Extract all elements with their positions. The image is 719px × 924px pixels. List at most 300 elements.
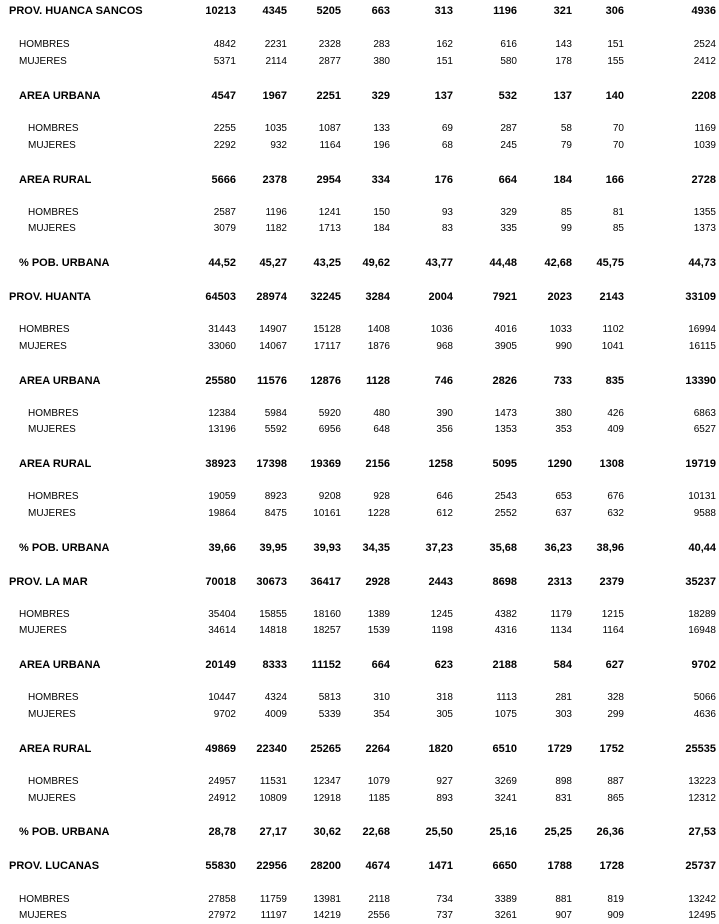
- value-cell: 25737: [685, 860, 716, 872]
- value-cell: 49,62: [362, 257, 390, 269]
- value-cell: 14067: [259, 341, 287, 352]
- value-cell: 45,27: [259, 257, 287, 269]
- value-cell: 15855: [259, 609, 287, 620]
- table-row: [0, 122, 719, 136]
- value-cell: 733: [553, 375, 572, 387]
- table-row: [0, 173, 719, 187]
- value-cell: 5371: [213, 56, 236, 67]
- value-cell: 26,36: [596, 826, 624, 838]
- value-cell: 14219: [313, 910, 341, 921]
- value-cell: 5920: [318, 408, 341, 419]
- row-label: PROV. LUCANAS: [9, 860, 100, 872]
- value-cell: 354: [373, 709, 390, 720]
- value-cell: 2251: [316, 90, 341, 102]
- value-cell: 36,23: [544, 542, 572, 554]
- value-cell: 3284: [365, 291, 390, 303]
- value-cell: 968: [436, 341, 453, 352]
- value-cell: 3079: [213, 223, 236, 234]
- row-label: AREA RURAL: [19, 174, 92, 186]
- value-cell: 22340: [256, 743, 287, 755]
- value-cell: 1353: [494, 424, 517, 435]
- table-row: [0, 323, 719, 337]
- value-cell: 18257: [313, 625, 341, 636]
- value-cell: 151: [436, 56, 453, 67]
- value-cell: 137: [553, 90, 572, 102]
- value-cell: 12312: [688, 793, 716, 804]
- value-cell: 623: [434, 659, 453, 671]
- row-label: HOMBRES: [28, 491, 79, 502]
- value-cell: 85: [560, 207, 572, 218]
- value-cell: 737: [436, 910, 453, 921]
- row-label: MUJERES: [28, 508, 76, 519]
- value-cell: 746: [434, 375, 453, 387]
- value-cell: 13981: [313, 894, 341, 905]
- value-cell: 676: [607, 491, 624, 502]
- value-cell: 4324: [264, 692, 287, 703]
- value-cell: 663: [371, 5, 390, 17]
- table-row: [0, 909, 719, 923]
- row-label: MUJERES: [28, 709, 76, 720]
- value-cell: 1820: [428, 743, 453, 755]
- table-row: [0, 624, 719, 638]
- value-cell: 68: [441, 140, 453, 151]
- value-cell: 4936: [691, 5, 716, 17]
- value-cell: 4636: [693, 709, 716, 720]
- value-cell: 299: [607, 709, 624, 720]
- value-cell: 17398: [256, 458, 287, 470]
- value-cell: 627: [605, 659, 624, 671]
- value-cell: 616: [500, 39, 517, 50]
- value-cell: 5205: [316, 5, 341, 17]
- value-cell: 356: [436, 424, 453, 435]
- value-cell: 2208: [691, 90, 716, 102]
- value-cell: 2231: [264, 39, 287, 50]
- value-cell: 734: [436, 894, 453, 905]
- value-cell: 2114: [265, 56, 287, 67]
- value-cell: 25,50: [425, 826, 453, 838]
- value-cell: 43,25: [313, 257, 341, 269]
- value-cell: 653: [555, 491, 572, 502]
- table-row: [0, 825, 719, 839]
- row-label: % POB. URBANA: [19, 826, 110, 838]
- value-cell: 907: [555, 910, 572, 921]
- value-cell: 28974: [256, 291, 287, 303]
- value-cell: 2587: [213, 207, 236, 218]
- value-cell: 927: [436, 776, 453, 787]
- value-cell: 184: [553, 174, 572, 186]
- value-cell: 6510: [492, 743, 517, 755]
- value-cell: 1729: [547, 743, 572, 755]
- value-cell: 1290: [547, 458, 572, 470]
- value-cell: 909: [607, 910, 624, 921]
- value-cell: 2928: [365, 576, 390, 588]
- value-cell: 58: [560, 123, 572, 134]
- value-cell: 12384: [208, 408, 236, 419]
- value-cell: 4547: [211, 90, 236, 102]
- value-cell: 2556: [367, 910, 390, 921]
- value-cell: 648: [373, 424, 390, 435]
- value-cell: 43,77: [425, 257, 453, 269]
- row-label: HOMBRES: [28, 692, 79, 703]
- value-cell: 584: [553, 659, 572, 671]
- value-cell: 835: [605, 375, 624, 387]
- value-cell: 2877: [318, 56, 341, 67]
- value-cell: 9702: [213, 709, 236, 720]
- value-cell: 646: [436, 491, 453, 502]
- table-row: [0, 893, 719, 907]
- value-cell: 2264: [365, 743, 390, 755]
- value-cell: 69: [441, 123, 453, 134]
- value-cell: 39,66: [208, 542, 236, 554]
- value-cell: 1198: [431, 625, 453, 636]
- value-cell: 1128: [366, 375, 390, 387]
- value-cell: 2328: [318, 39, 341, 50]
- value-cell: 380: [555, 408, 572, 419]
- value-cell: 10809: [259, 793, 287, 804]
- value-cell: 5813: [318, 692, 341, 703]
- value-cell: 4674: [365, 860, 390, 872]
- row-label: MUJERES: [28, 793, 76, 804]
- value-cell: 27858: [208, 894, 236, 905]
- value-cell: 12918: [313, 793, 341, 804]
- value-cell: 6956: [318, 424, 341, 435]
- value-cell: 20149: [205, 659, 236, 671]
- row-label: HOMBRES: [28, 123, 79, 134]
- value-cell: 5592: [264, 424, 287, 435]
- value-cell: 85: [612, 223, 624, 234]
- value-cell: 2412: [693, 56, 716, 67]
- value-cell: 25,16: [489, 826, 517, 838]
- value-cell: 1308: [599, 458, 624, 470]
- value-cell: 2379: [599, 576, 624, 588]
- value-cell: 664: [498, 174, 517, 186]
- value-cell: 10447: [208, 692, 236, 703]
- value-cell: 3241: [494, 793, 517, 804]
- value-cell: 1408: [367, 324, 390, 335]
- value-cell: 329: [371, 90, 390, 102]
- value-cell: 40,44: [688, 542, 716, 554]
- table-row: [0, 575, 719, 589]
- value-cell: 19369: [310, 458, 341, 470]
- value-cell: 44,52: [208, 257, 236, 269]
- value-cell: 39,95: [259, 542, 287, 554]
- value-cell: 11531: [259, 776, 287, 787]
- value-cell: 28200: [310, 860, 341, 872]
- value-cell: 93: [441, 207, 453, 218]
- value-cell: 1713: [318, 223, 341, 234]
- table-row: [0, 658, 719, 672]
- value-cell: 664: [371, 659, 390, 671]
- table-row: [0, 457, 719, 471]
- value-cell: 16948: [688, 625, 716, 636]
- value-cell: 15128: [313, 324, 341, 335]
- value-cell: 25265: [310, 743, 341, 755]
- value-cell: 2443: [428, 576, 453, 588]
- row-label: PROV. LA MAR: [9, 576, 88, 588]
- value-cell: 81: [612, 207, 624, 218]
- value-cell: 1539: [367, 625, 390, 636]
- value-cell: 9208: [318, 491, 341, 502]
- value-cell: 6527: [693, 424, 716, 435]
- value-cell: 12495: [688, 910, 716, 921]
- value-cell: 1196: [493, 5, 517, 17]
- value-cell: 313: [434, 5, 453, 17]
- value-cell: 184: [373, 223, 390, 234]
- value-cell: 10213: [205, 5, 236, 17]
- value-cell: 5095: [492, 458, 517, 470]
- value-cell: 306: [605, 5, 624, 17]
- value-cell: 2826: [492, 375, 517, 387]
- value-cell: 881: [555, 894, 572, 905]
- value-cell: 409: [607, 424, 624, 435]
- value-cell: 321: [553, 5, 572, 17]
- value-cell: 1113: [496, 692, 517, 703]
- value-cell: 27,17: [259, 826, 287, 838]
- value-cell: 27972: [208, 910, 236, 921]
- value-cell: 28,78: [208, 826, 236, 838]
- value-cell: 14907: [259, 324, 287, 335]
- value-cell: 990: [555, 341, 572, 352]
- value-cell: 328: [607, 692, 624, 703]
- value-cell: 390: [436, 408, 453, 419]
- table-row: [0, 290, 719, 304]
- value-cell: 38,96: [596, 542, 624, 554]
- value-cell: 8698: [492, 576, 517, 588]
- value-cell: 1039: [693, 140, 716, 151]
- value-cell: 12876: [310, 375, 341, 387]
- value-cell: 1164: [319, 140, 341, 151]
- row-label: HOMBRES: [28, 408, 79, 419]
- value-cell: 1245: [430, 609, 453, 620]
- value-cell: 10131: [688, 491, 716, 502]
- value-cell: 1179: [550, 609, 572, 620]
- value-cell: 2552: [494, 508, 517, 519]
- value-cell: 178: [555, 56, 572, 67]
- value-cell: 1752: [599, 743, 624, 755]
- value-cell: 287: [500, 123, 517, 134]
- value-cell: 10161: [313, 508, 341, 519]
- value-cell: 16994: [688, 324, 716, 335]
- value-cell: 426: [607, 408, 624, 419]
- value-cell: 35,68: [489, 542, 517, 554]
- row-label: AREA URBANA: [19, 659, 101, 671]
- table-row: [0, 340, 719, 354]
- value-cell: 19719: [685, 458, 716, 470]
- row-label: PROV. HUANCA SANCOS: [9, 5, 143, 17]
- table-row: [0, 55, 719, 69]
- value-cell: 11576: [257, 375, 287, 387]
- value-cell: 318: [436, 692, 453, 703]
- value-cell: 18289: [688, 609, 716, 620]
- value-cell: 8475: [264, 508, 287, 519]
- row-label: MUJERES: [19, 341, 67, 352]
- row-label: AREA RURAL: [19, 743, 92, 755]
- value-cell: 143: [555, 39, 572, 50]
- value-cell: 8333: [262, 659, 287, 671]
- table-row: [0, 775, 719, 789]
- value-cell: 4382: [494, 609, 517, 620]
- table-row: [0, 139, 719, 153]
- value-cell: 24912: [208, 793, 236, 804]
- value-cell: 1182: [265, 223, 287, 234]
- table-row: [0, 206, 719, 220]
- value-cell: 2118: [368, 894, 390, 905]
- value-cell: 4345: [262, 5, 287, 17]
- value-cell: 3261: [494, 910, 517, 921]
- value-cell: 4842: [213, 39, 236, 50]
- value-cell: 137: [434, 90, 453, 102]
- value-cell: 2156: [365, 458, 390, 470]
- value-cell: 44,73: [688, 257, 716, 269]
- value-cell: 1079: [367, 776, 390, 787]
- value-cell: 70: [612, 123, 624, 134]
- value-cell: 34,35: [362, 542, 390, 554]
- table-row: [0, 608, 719, 622]
- value-cell: 380: [373, 56, 390, 67]
- value-cell: 2378: [262, 174, 287, 186]
- value-cell: 2023: [547, 291, 572, 303]
- value-cell: 1471: [428, 860, 453, 872]
- row-label: HOMBRES: [28, 207, 79, 218]
- value-cell: 36417: [310, 576, 341, 588]
- value-cell: 18160: [313, 609, 341, 620]
- value-cell: 38923: [205, 458, 236, 470]
- value-cell: 1164: [602, 625, 624, 636]
- row-label: AREA URBANA: [19, 90, 101, 102]
- value-cell: 14818: [259, 625, 287, 636]
- value-cell: 303: [555, 709, 572, 720]
- value-cell: 32245: [310, 291, 341, 303]
- value-cell: 3905: [494, 341, 517, 352]
- value-cell: 329: [500, 207, 517, 218]
- value-cell: 1473: [494, 408, 517, 419]
- value-cell: 283: [373, 39, 390, 50]
- value-cell: 64503: [205, 291, 236, 303]
- row-label: HOMBRES: [19, 894, 70, 905]
- value-cell: 1876: [367, 341, 390, 352]
- value-cell: 1373: [693, 223, 716, 234]
- row-label: MUJERES: [28, 424, 76, 435]
- value-cell: 22,68: [362, 826, 390, 838]
- value-cell: 1196: [265, 207, 287, 218]
- value-cell: 1134: [550, 625, 572, 636]
- value-cell: 893: [436, 793, 453, 804]
- value-cell: 151: [607, 39, 624, 50]
- table-row: [0, 742, 719, 756]
- value-cell: 353: [555, 424, 572, 435]
- value-cell: 281: [555, 692, 572, 703]
- value-cell: 1036: [430, 324, 453, 335]
- value-cell: 335: [500, 223, 517, 234]
- value-cell: 33060: [208, 341, 236, 352]
- table-row: [0, 374, 719, 388]
- value-cell: 1087: [318, 123, 341, 134]
- value-cell: 480: [373, 408, 390, 419]
- value-cell: 1035: [264, 123, 287, 134]
- value-cell: 887: [607, 776, 624, 787]
- value-cell: 19059: [208, 491, 236, 502]
- table-row: [0, 541, 719, 555]
- value-cell: 13390: [685, 375, 716, 387]
- value-cell: 932: [270, 140, 287, 151]
- value-cell: 16115: [688, 341, 716, 352]
- value-cell: 6863: [693, 408, 716, 419]
- row-label: HOMBRES: [28, 776, 79, 787]
- value-cell: 8923: [264, 491, 287, 502]
- value-cell: 99: [560, 223, 572, 234]
- value-cell: 1788: [547, 860, 572, 872]
- table-row: [0, 38, 719, 52]
- value-cell: 4316: [494, 625, 517, 636]
- value-cell: 31443: [208, 324, 236, 335]
- value-cell: 2954: [316, 174, 341, 186]
- value-cell: 13223: [688, 776, 716, 787]
- value-cell: 1215: [601, 609, 624, 620]
- value-cell: 6650: [492, 860, 517, 872]
- value-cell: 35404: [208, 609, 236, 620]
- value-cell: 334: [371, 174, 390, 186]
- value-cell: 83: [441, 223, 453, 234]
- value-cell: 5066: [693, 692, 716, 703]
- value-cell: 2543: [494, 491, 517, 502]
- value-cell: 25535: [685, 743, 716, 755]
- value-cell: 1075: [494, 709, 517, 720]
- value-cell: 1967: [262, 90, 287, 102]
- value-cell: 928: [373, 491, 390, 502]
- value-cell: 1185: [368, 793, 390, 804]
- table-row: [0, 256, 719, 270]
- value-cell: 17117: [313, 341, 341, 352]
- row-label: % POB. URBANA: [19, 257, 110, 269]
- value-cell: 637: [555, 508, 572, 519]
- value-cell: 310: [373, 692, 390, 703]
- value-cell: 2292: [213, 140, 236, 151]
- value-cell: 1169: [694, 123, 716, 134]
- row-label: AREA URBANA: [19, 375, 101, 387]
- value-cell: 1033: [549, 324, 572, 335]
- row-label: MUJERES: [19, 56, 67, 67]
- value-cell: 2188: [492, 659, 517, 671]
- value-cell: 196: [373, 140, 390, 151]
- value-cell: 37,23: [425, 542, 453, 554]
- row-label: HOMBRES: [19, 609, 70, 620]
- value-cell: 24957: [208, 776, 236, 787]
- value-cell: 1041: [601, 341, 624, 352]
- table-row: [0, 708, 719, 722]
- value-cell: 831: [555, 793, 572, 804]
- value-cell: 1389: [367, 609, 390, 620]
- value-cell: 30673: [256, 576, 287, 588]
- value-cell: 11197: [260, 910, 287, 921]
- value-cell: 305: [436, 709, 453, 720]
- value-cell: 4009: [264, 709, 287, 720]
- value-cell: 9702: [691, 659, 716, 671]
- value-cell: 27,53: [688, 826, 716, 838]
- value-cell: 79: [560, 140, 572, 151]
- value-cell: 1258: [428, 458, 453, 470]
- table-row: [0, 89, 719, 103]
- value-cell: 25,25: [544, 826, 572, 838]
- value-cell: 1102: [602, 324, 624, 335]
- value-cell: 632: [607, 508, 624, 519]
- value-cell: 5666: [211, 174, 236, 186]
- value-cell: 3389: [494, 894, 517, 905]
- value-cell: 70018: [205, 576, 236, 588]
- table-row: [0, 490, 719, 504]
- value-cell: 3269: [494, 776, 517, 787]
- value-cell: 11759: [259, 894, 287, 905]
- value-cell: 162: [436, 39, 453, 50]
